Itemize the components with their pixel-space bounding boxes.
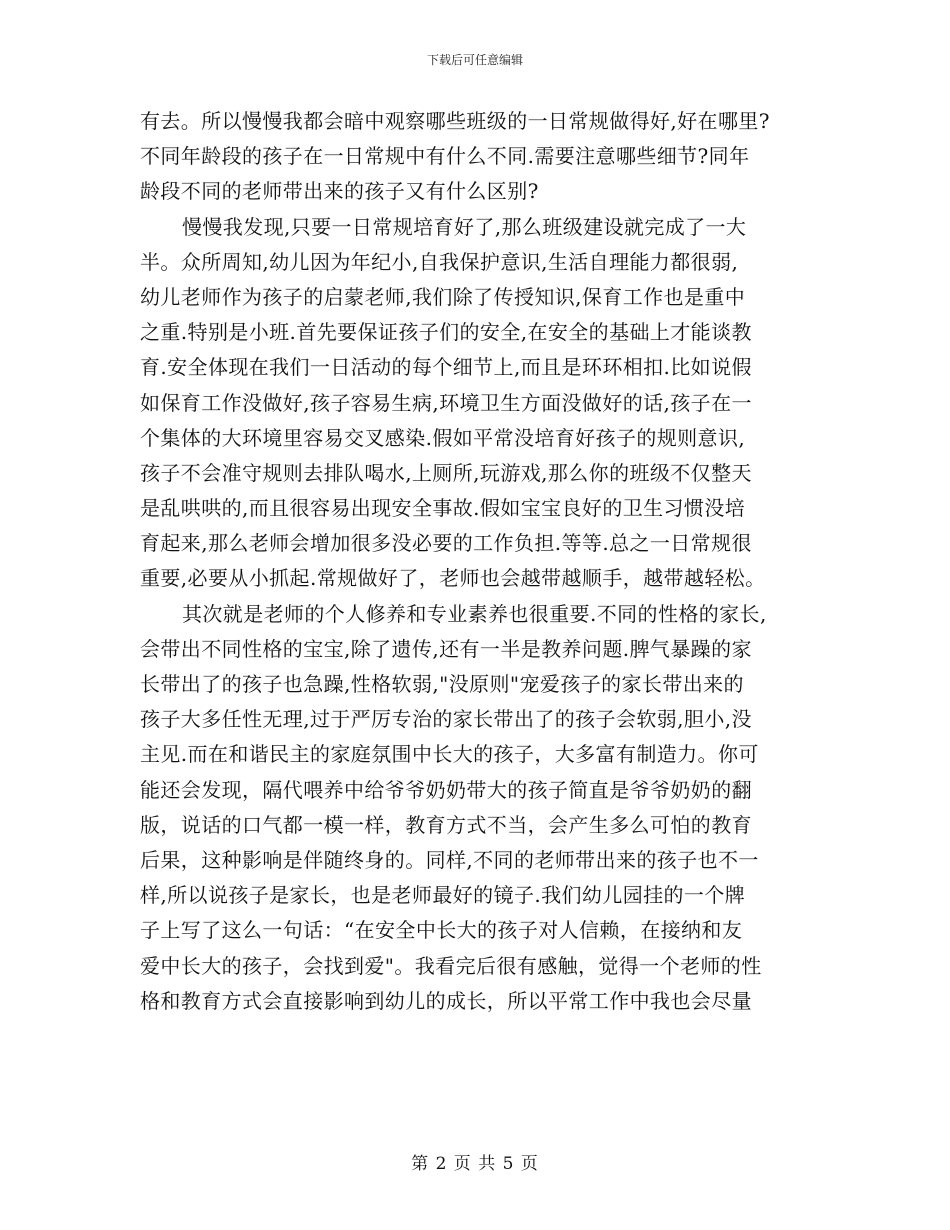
text-line: 会带出不同性格的宝宝,除了遗传,还有一半是教养问题.脾气暴躁的家 <box>140 636 752 661</box>
text-line: 育起来,那么老师会增加很多没必要的工作负担.等等.总之一日常规很 <box>140 531 752 556</box>
text-line: 半。众所周知,幼儿因为年纪小,自我保护意识,生活自理能力都很弱, <box>140 249 739 274</box>
text-line: 是乱哄哄的,而且很容易出现安全事故.假如宝宝良好的卫生习惯没培 <box>140 496 746 521</box>
text-line: 龄段不同的老师带出来的孩子又有什么区别? <box>140 179 539 204</box>
text-line: 有去。所以慢慢我都会暗中观察哪些班级的一日常规做得好,好在哪里? <box>140 109 770 133</box>
document-body <box>140 104 812 1019</box>
text-line: 孩子大多任性无理,过于严厉专治的家长带出了的孩子会软弱,胆小,没 <box>140 707 752 732</box>
text-line: 格和教育方式会直接影响到幼儿的成长，所以平常工作中我也会尽量 <box>140 988 752 1013</box>
text-line: 幼儿老师作为孩子的启蒙老师,我们除了传授知识,保育工作也是重中 <box>140 284 746 309</box>
text-line: 不同年龄段的孩子在一日常规中有什么不同.需要注意哪些细节?同年 <box>140 144 750 169</box>
text-line: 之重.特别是小班.首先要保证孩子们的安全,在安全的基础上才能谈教 <box>140 320 752 345</box>
text-line: 孩子不会准守规则去排队喝水,上厕所,玩游戏,那么你的班级不仅整天 <box>140 460 752 485</box>
text-line: 后果，这种影响是伴随终身的。同样,不同的老师带出来的孩子也不一 <box>140 847 759 872</box>
text-line: 样,所以说孩子是家长，也是老师最好的镜子.我们幼儿园挂的一个牌 <box>140 883 746 908</box>
text-line: 重要,必要从小抓起.常规做好了，老师也会越带越顺手，越带越轻松。 <box>140 566 766 591</box>
text-line: 个集体的大环境里容易交叉感染.假如平常没培育好孩子的规则意识, <box>140 425 746 450</box>
text-line: 长带出了的孩子也急躁,性格软弱,"没原则"宠爱孩子的家长带出来的 <box>140 672 744 696</box>
text-line: 慢慢我发现,只要一日常规培育好了,那么班级建设就完成了一大 <box>182 214 747 239</box>
text-line: 爱中长大的孩子，会找到爱"。我看完后很有感触，觉得一个老师的性 <box>140 953 762 978</box>
paragraph-2 <box>140 210 812 597</box>
text-line: 能还会发现，隔代喂养中给爷爷奶奶带大的孩子简直是爷爷奶奶的翻 <box>140 777 752 802</box>
text-line: 如保育工作没做好,孩子容易生病,环境卫生方面没做好的话,孩子在一 <box>140 390 752 415</box>
text-line: 其次就是老师的个人修养和专业素养也很重要.不同的性格的家长, <box>182 601 767 626</box>
text-line: 主见.而在和谐民主的家庭氛围中长大的孩子，大多富有制造力。你可 <box>140 742 759 767</box>
text-line: 版，说话的口气都一模一样，教育方式不当，会产生多么可怕的教育 <box>140 812 752 837</box>
page-header: 下载后可任意编辑 <box>426 53 523 67</box>
paragraph-1 <box>140 104 812 210</box>
text-line: 育.安全体现在我们一日活动的每个细节上,而且是环环相扣.比如说假 <box>140 355 752 380</box>
text-line: 子上写了这么一句话：“在安全中长大的孩子对人信赖，在接纳和友 <box>140 918 743 943</box>
paragraph-3 <box>140 597 812 1019</box>
page-number-footer: 第 2 页 共 5 页 <box>411 1154 539 1174</box>
